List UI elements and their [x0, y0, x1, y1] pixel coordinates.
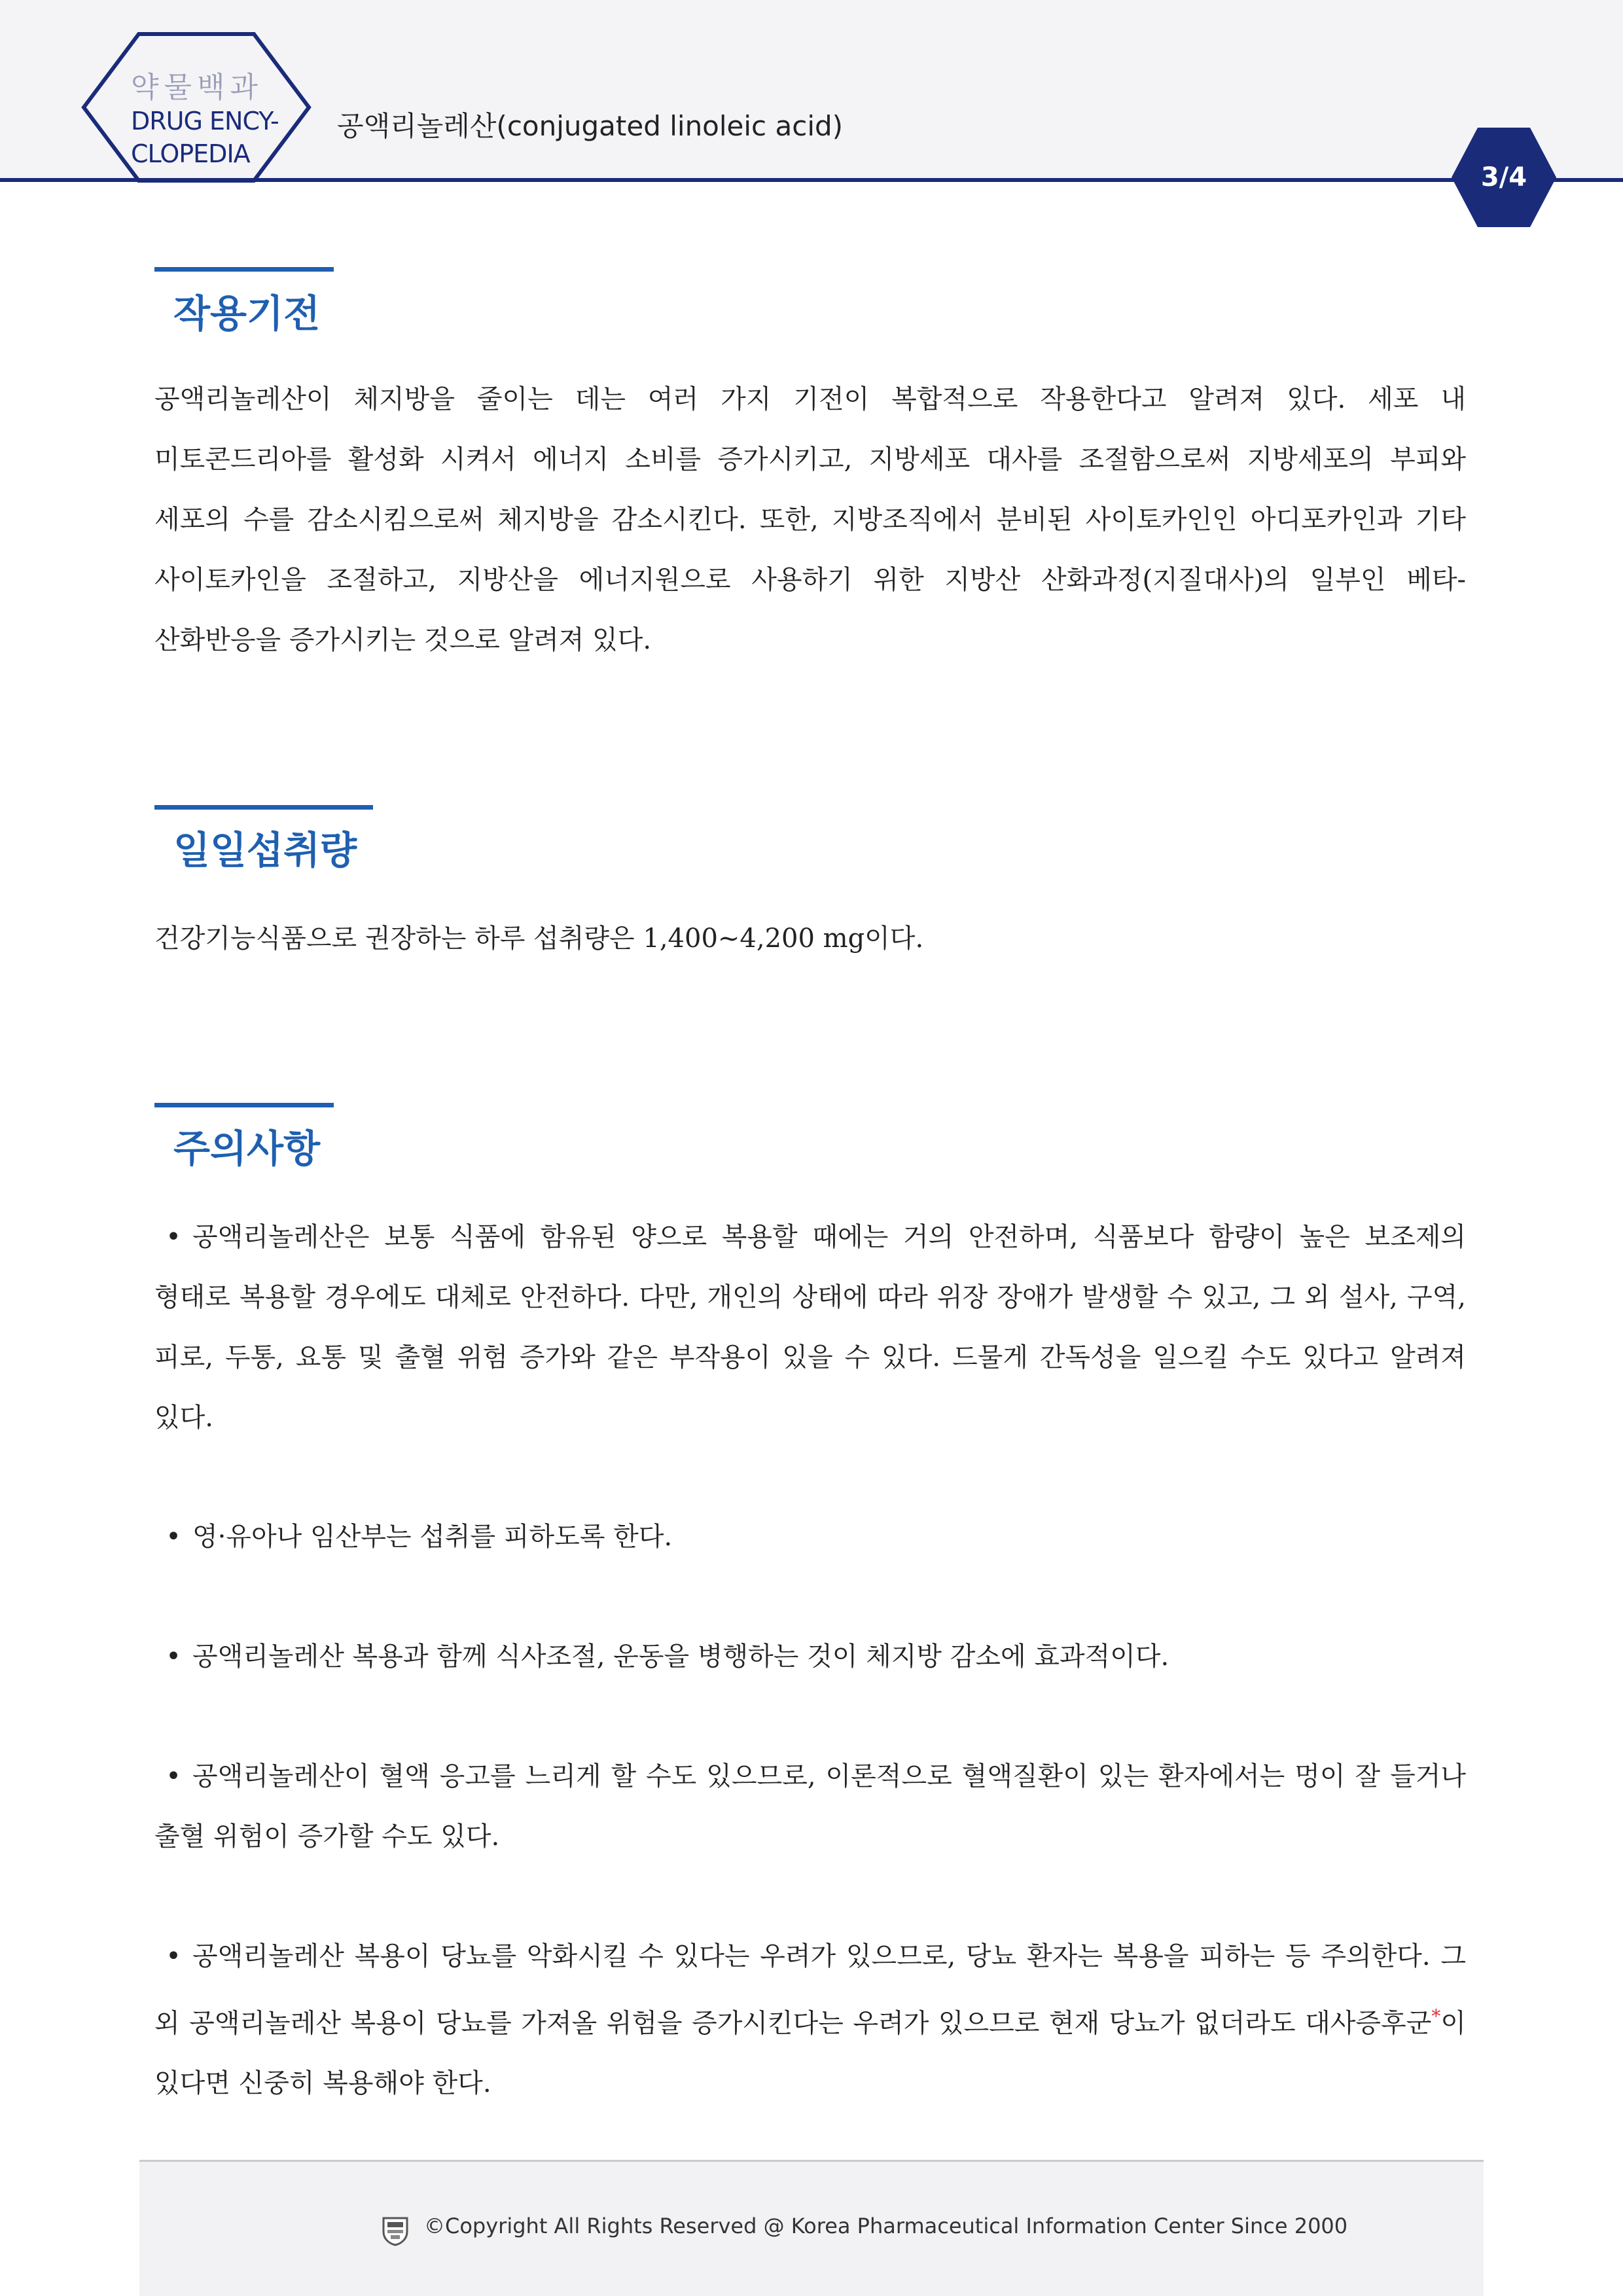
bullet-icon: •	[166, 1641, 181, 1672]
bullet-icon: •	[166, 1761, 181, 1791]
shield-logo-icon	[382, 2216, 409, 2246]
caution-item-4	[154, 1746, 1466, 1867]
caution-item-3	[154, 1626, 1466, 1687]
bullet-icon: •	[166, 1522, 181, 1552]
page-number: 3/4	[1480, 162, 1527, 192]
caution-item-1	[154, 1207, 1466, 1448]
logo-korean: 약물백과	[131, 71, 264, 104]
logo	[131, 71, 314, 170]
bullet-icon: •	[166, 1222, 181, 1252]
caution-item-text: 공액리놀레산은 보통 식품에 함유된 양으로 복용할 때에는 거의 안전하며, 식품보다 함량이 높은 보조제의 형태로 복용할 경우에도 대체로 안전하다. 다만, 개인의 상태에 따라 위장 장애가 발생할 수 있고, 그 외 설사, 구역, 피로, 두통, 요통 및 출혈 위험 증가와 같은 부작용이 있을 수 있다. 드물게 간독성을 일으킬 수도 있다고 알려져 있다.	[154, 1222, 1466, 1433]
caution-item-text: 영·유아나 임산부는 섭취를 피하도록 한다.	[192, 1522, 673, 1552]
caution-item-text: 공액리놀레산 복용과 함께 식사조절, 운동을 병행하는 것이 체지방 감소에 효과적이다.	[192, 1641, 1169, 1672]
section-bar-caution	[154, 1103, 334, 1107]
document-title: 공액리놀레산(conjugated linoleic acid)	[337, 110, 844, 142]
intake-paragraph: 건강기능식품으로 권장하는 하루 섭취량은 1,400~4,200 mg이다.	[154, 924, 924, 954]
footnote-star: *	[1431, 2005, 1441, 2027]
section-title-intake: 일일섭취량	[173, 828, 357, 872]
caution-item-5	[154, 1926, 1466, 2113]
section-bar-mechanism	[154, 267, 334, 272]
section-title-mechanism: 작용기전	[173, 291, 321, 336]
section-bar-intake	[154, 805, 373, 810]
logo-english-line1: DRUG ENCY-	[131, 107, 279, 135]
header-divider	[0, 178, 1623, 182]
caution-item-2	[154, 1507, 1466, 1567]
bullet-icon: •	[166, 1941, 181, 1971]
mechanism-paragraph: 공액리놀레산이 체지방을 줄이는 데는 여러 가지 기전이 복합적으로 작용한다고 알려져 있다. 세포 내 미토콘드리아를 활성화 시켜서 에너지 소비를 증가시키고, 지방세포 대사를 조절함으로써 지방세포의 부피와 세포의 수를 감소시킴으로써 체지방을 감소시킨다. 또한, 지방조직에서 분비된 사이토카인인 아디포카인과 기타 사이토카인을 조절하고, 지방산을 에너지원으로 사용하기 위한 지방산 산화과정(지질대사)의 일부인 베타-산화반응을 증가시키는 것으로 알려져 있다.	[154, 384, 1466, 655]
caution-item-text: 공액리놀레산이 혈액 응고를 느리게 할 수도 있으므로, 이론적으로 혈액질환이 있는 환자에서는 멍이 잘 들거나 출혈 위험이 증가할 수도 있다.	[154, 1761, 1466, 1852]
section-title-caution: 주의사항	[173, 1126, 321, 1171]
logo-english-line2: CLOPEDIA	[131, 139, 250, 168]
caution-item-text: 공액리놀레산 복용이 당뇨를 악화시킬 수 있다는 우려가 있으므로, 당뇨 환자는 복용을 피하는 등 주의한다. 그 외 공액리놀레산 복용이 당뇨를 가져올 위험을 증가시킨다는 우려가 있으므로 현재 당뇨가 없더라도 대사증후군	[154, 1941, 1466, 2039]
caution-item-text-end: 이 있다면 신중히 복용해야 한다.	[154, 2008, 1466, 2099]
copyright-text: ©Copyright All Rights Reserved @ Korea Pharmaceutical Information Center Since 2000	[424, 2214, 1348, 2238]
